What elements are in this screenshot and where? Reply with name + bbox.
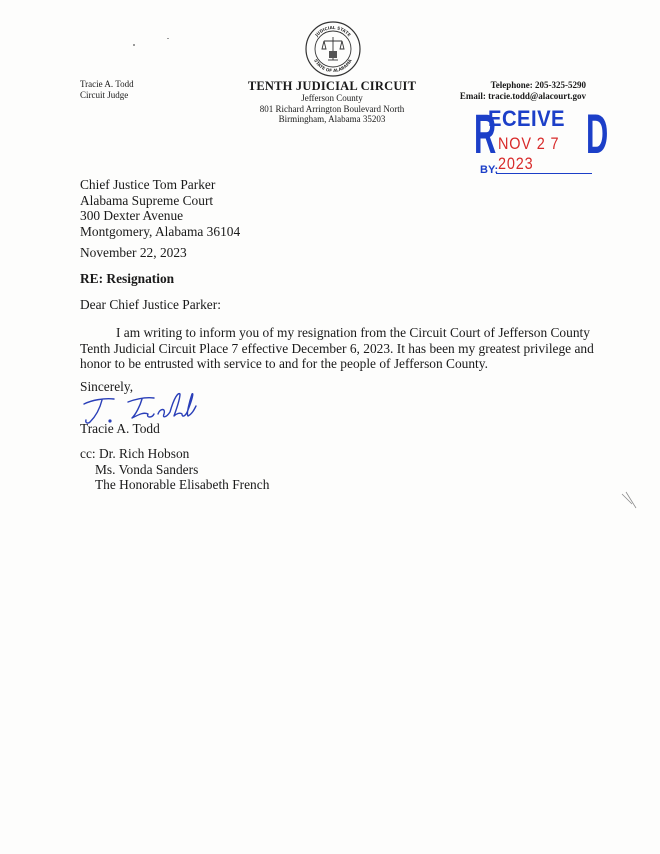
recipient-line1: Chief Justice Tom Parker bbox=[80, 177, 216, 192]
stamp-by-label: BY: bbox=[480, 164, 499, 176]
cc-list bbox=[80, 446, 269, 493]
cc-line1: cc: Dr. Rich Hobson bbox=[80, 446, 190, 461]
body-line3: honor to be entrusted with service to and for the people of Jefferson County. bbox=[80, 356, 488, 371]
contact-block bbox=[436, 80, 586, 101]
seal-bottom-text: STATE OF ALABAMA bbox=[313, 58, 353, 74]
cc-line2: Ms. Vonda Sanders bbox=[95, 461, 199, 477]
court-name: TENTH JUDICIAL CIRCUIT bbox=[247, 79, 417, 93]
letter-date: November 22, 2023 bbox=[80, 245, 187, 260]
court-address-line2: Birmingham, Alabama 35203 bbox=[278, 114, 386, 124]
scan-speck bbox=[133, 44, 135, 46]
email: Email: tracie.todd@alacourt.gov bbox=[459, 90, 586, 101]
scan-mark bbox=[620, 490, 640, 514]
handwritten-signature bbox=[80, 384, 200, 426]
body-line1: I am writing to inform you of my resignation from the Circuit Court of Jefferson County bbox=[116, 325, 590, 340]
recipient-line3: 300 Dexter Avenue bbox=[80, 208, 184, 223]
recipient-line4: Montgomery, Alabama 36104 bbox=[80, 223, 241, 239]
salutation: Dear Chief Justice Parker: bbox=[80, 297, 221, 312]
seal-top-text: JUDICIAL STATE bbox=[314, 24, 352, 38]
scan-speck bbox=[167, 38, 169, 39]
stamp-d: D bbox=[586, 102, 609, 165]
stamp-word: ECEIVE bbox=[488, 106, 566, 131]
body-paragraph bbox=[80, 325, 600, 372]
subject-line: RE: Resignation bbox=[80, 271, 175, 286]
recipient-address bbox=[80, 177, 240, 239]
received-stamp bbox=[474, 102, 609, 180]
recipient-line2: Alabama Supreme Court bbox=[80, 192, 214, 208]
court-block bbox=[236, 79, 428, 125]
stamp-r: R bbox=[474, 102, 497, 165]
judge-title: Circuit Judge bbox=[80, 89, 129, 100]
judge-block bbox=[80, 79, 134, 100]
closing: Sincerely, bbox=[80, 379, 134, 394]
scales-of-justice-icon bbox=[322, 37, 344, 60]
judge-name: Tracie A. Todd bbox=[80, 79, 134, 89]
alabama-seal bbox=[304, 20, 362, 78]
court-county: Jefferson County bbox=[301, 93, 363, 103]
signer-name: Tracie A. Todd bbox=[80, 421, 160, 436]
stamp-by-line bbox=[496, 173, 592, 174]
cc-line3: The Honorable Elisabeth French bbox=[95, 477, 270, 492]
telephone: Telephone: 205-325-5290 bbox=[490, 80, 586, 90]
court-address-line1: 801 Richard Arrington Boulevard North bbox=[259, 103, 405, 114]
stamp-date: NOV 2 7 2023 bbox=[498, 134, 560, 173]
body-line2: Tenth Judicial Circuit Place 7 effective December 6, 2023. It has been my greatest privilege and bbox=[80, 340, 594, 356]
